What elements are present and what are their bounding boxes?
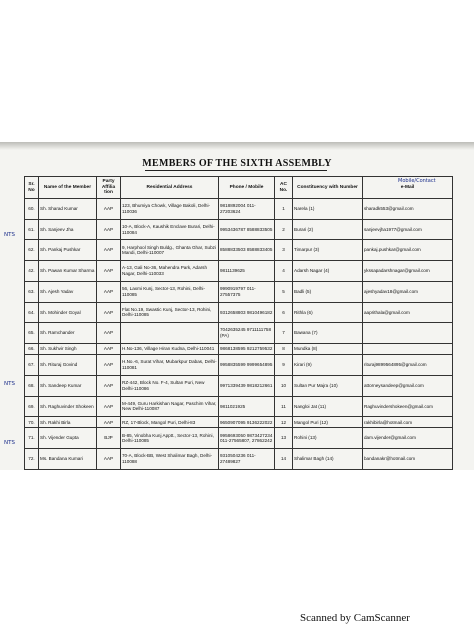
table-row (25, 396, 453, 417)
cell-no: 64. (25, 302, 39, 323)
table-row (25, 417, 453, 428)
cell-address: H.No-136, Village Hiran Kudna, Delhi-110041 (121, 343, 219, 354)
cell-address: Flat No.19, Swastic Kunj, Sector-13, Rohini, Delhi-110085 (121, 302, 219, 323)
cell-party: AAP (97, 240, 121, 261)
cell-name: Sh. Sukhvir Singh (39, 343, 97, 354)
cell-no: 65. (25, 323, 39, 344)
table-row (25, 428, 453, 449)
table-row (25, 355, 453, 376)
cell-email: aaprithala@gmail.com (363, 302, 453, 323)
cell-constituency: Mundka (8) (293, 343, 363, 354)
cell-phone: 9811021925 (219, 396, 275, 417)
cell-constituency: Shalimar Bagh (14) (293, 449, 363, 470)
cell-ac: 5 (275, 281, 293, 302)
table-row (25, 281, 453, 302)
cell-phone: 9818892004 011-27203624 (219, 199, 275, 220)
table-row (25, 199, 453, 220)
cell-ac: 4 (275, 261, 293, 282)
cell-constituency: Adarsh Nagar (4) (293, 261, 363, 282)
cell-name: Ms. Bandana Kumari (39, 449, 97, 470)
cell-party: AAP (97, 375, 121, 396)
col-header-phone: Phone / Mobile (219, 177, 275, 199)
cell-address: 56, Laxmi Kunj, Sector-13, Rohini, Delhi-110085 (121, 281, 219, 302)
cell-constituency: Rithla (6) (293, 302, 363, 323)
cell-party: AAP (97, 417, 121, 428)
table-row (25, 302, 453, 323)
col-header-sr-no: Sr. No (25, 177, 39, 199)
cell-address: B-85, Vinobha Kunj Apptt., Sector-13, Rohini, Delhi-110085 (121, 428, 219, 449)
col-header-constituency: Constituency with Number (293, 177, 363, 199)
cell-no: 71. (25, 428, 39, 449)
page-fold-shadow (0, 142, 474, 150)
cell-party: AAP (97, 323, 121, 344)
cell-email: rituraj9899564895@gmail.com (363, 355, 453, 376)
cell-constituency: Badli (5) (293, 281, 363, 302)
cell-address: A-13, Gali No-36, Mahendra Park, Adarsh Nagar, Delhi-110033 (121, 261, 219, 282)
col-header-ac-no: AC No. (275, 177, 293, 199)
handwritten-margin-note: NTS (4, 232, 15, 238)
cell-email (363, 343, 453, 354)
cell-party: BJP (97, 428, 121, 449)
cell-no: 42. (25, 261, 39, 282)
table-row (25, 261, 453, 282)
cell-phone: 9811139625 (219, 261, 275, 282)
cell-no: 67. (25, 355, 39, 376)
cell-constituency: Mangol Puri (12) (293, 417, 363, 428)
cell-party: AAP (97, 199, 121, 220)
cell-party: AAP (97, 302, 121, 323)
cell-no: 70. (25, 417, 39, 428)
cell-ac: 6 (275, 302, 293, 323)
cell-phone: 7042635245 9711111758 (PA) (219, 323, 275, 344)
col-header-email: e-Mail (363, 177, 453, 199)
cell-no: 66. (25, 343, 39, 354)
cell-ac: 8 (275, 343, 293, 354)
col-header-party: Party Affilia tion (97, 177, 121, 199)
table-row (25, 375, 453, 396)
cell-no: 61. (25, 219, 39, 240)
cell-party: AAP (97, 355, 121, 376)
cell-no: 68. (25, 375, 39, 396)
cell-party: AAP (97, 281, 121, 302)
cell-name: Sh. Rituraj Govind (39, 355, 97, 376)
cell-constituency: Burari (2) (293, 219, 363, 240)
cell-address: H.No.-6, Surat Vihar, Mubarkpur Dabas, Delhi-110081 (121, 355, 219, 376)
cell-phone: 9971339439 9818212661 (219, 375, 275, 396)
cell-name: Sh. Sharad Kumar (39, 199, 97, 220)
cell-constituency: Sultan Pur Majra (10) (293, 375, 363, 396)
cell-no: 60. (25, 199, 39, 220)
cell-address: RZ-442, Block No. F-4, Sultan Puri, New Delhi-110086 (121, 375, 219, 396)
cell-ac: 1 (275, 199, 293, 220)
cell-ac: 2 (275, 219, 293, 240)
cell-constituency: Rohini (13) (293, 428, 363, 449)
cell-name: Sh. Sandeep Kumar (39, 375, 97, 396)
cell-ac: 10 (275, 375, 293, 396)
cell-address (121, 323, 219, 344)
title-underline (145, 170, 327, 171)
cell-no: 69. (25, 396, 39, 417)
cell-phone: 9650907095 9136222022 (219, 417, 275, 428)
cell-phone: 9958835599 9999654895 (219, 355, 275, 376)
cell-no: 63. (25, 281, 39, 302)
handwritten-header-note: Mobile/Contact (398, 178, 436, 184)
cell-phone: 9958693050 9873427234 011-27565807, 27862242 (219, 428, 275, 449)
scanner-watermark: Scanned by CamScanner (300, 612, 410, 624)
cell-phone: 8588833503 8588833405 (219, 240, 275, 261)
handwritten-margin-note: NTS (4, 381, 15, 387)
cell-email: ajeshyadav18@gmail.com (363, 281, 453, 302)
cell-phone: 9990919797 011-27557375 (219, 281, 275, 302)
table-row (25, 240, 453, 261)
members-table (24, 176, 452, 470)
cell-name: Sh. Rakhi Birla (39, 417, 97, 428)
cell-party: AAP (97, 343, 121, 354)
cell-email: dam.vijender@gmail.com (363, 428, 453, 449)
cell-no: 72. (25, 449, 39, 470)
cell-email: bandanakr@hotmail.com (363, 449, 453, 470)
cell-ac: 13 (275, 428, 293, 449)
cell-email (363, 323, 453, 344)
cell-ac: 12 (275, 417, 293, 428)
cell-name: Sh. Vijender Gupta (39, 428, 97, 449)
cell-phone: 9312658803 9810496182 (219, 302, 275, 323)
cell-name: Sh. Pawan Kumar Sharma (39, 261, 97, 282)
cell-party: AAP (97, 219, 121, 240)
cell-no: 62. (25, 240, 39, 261)
cell-constituency: Nangloi Jat (11) (293, 396, 363, 417)
cell-party: AAP (97, 396, 121, 417)
cell-name: Sh. Ajesh Yadav (39, 281, 97, 302)
cell-email: Raghuvindershokeen@gmail.com (363, 396, 453, 417)
cell-email: attorneysandeep@gmail.com (363, 375, 453, 396)
cell-constituency: Bawana (7) (293, 323, 363, 344)
cell-ac: 9 (275, 355, 293, 376)
cell-address: M-449, Guru Harkishan Nagar, Paschim Vihar, New Delhi-110087 (121, 396, 219, 417)
cell-ac: 14 (275, 449, 293, 470)
cell-email: sharadk553@gmail.com (363, 199, 453, 220)
cell-name: Sh. Raghuvinder Shokeen (39, 396, 97, 417)
col-header-address: Residential Address (121, 177, 219, 199)
col-header-name: Name of the Member (39, 177, 97, 199)
table-row (25, 219, 453, 240)
cell-address: 9, Harphool Singh Buldg., Ghanta Ghar, Subzi Mandi, Delhi-110007 (121, 240, 219, 261)
table-row (25, 343, 453, 354)
table-header-row (25, 177, 453, 199)
page-title: MEMBERS OF THE SIXTH ASSEMBLY (142, 158, 332, 169)
cell-constituency: Narela (1) (293, 199, 363, 220)
table-row (25, 449, 453, 470)
cell-email: sanjeevjha1977@gmail.com (363, 219, 453, 240)
table-row (25, 323, 453, 344)
cell-name: Sh. Mohinder Goyal (39, 302, 97, 323)
bottom-blank-area (0, 470, 474, 632)
cell-name: Sh. Pankaj Pushkar (39, 240, 97, 261)
cell-address: 10-A, Block-A, Kaushik Enclave Burari, Delhi-110084 (121, 219, 219, 240)
cell-email: rakhibirla@hotmail.com (363, 417, 453, 428)
cell-address: 123, Bhumiya Chowk, Village Bakoli, Delhi-110036 (121, 199, 219, 220)
cell-ac: 3 (275, 240, 293, 261)
cell-ac: 7 (275, 323, 293, 344)
cell-phone: 9953436787 8588833505 (219, 219, 275, 240)
cell-email: ykssapadarshnagar@gmail.com (363, 261, 453, 282)
cell-constituency: Timarpur (3) (293, 240, 363, 261)
cell-address: 70-A, Block-BB, West Shalimar Bagh, Delhi-110088 (121, 449, 219, 470)
cell-address: RZ, 17-Block, Mangol Puri, Delhi-83 (121, 417, 219, 428)
cell-name: Sh. Ramchander (39, 323, 97, 344)
cell-phone: 9310504236 011-27489827 (219, 449, 275, 470)
top-blank-area (0, 0, 474, 142)
cell-constituency: Kirari (9) (293, 355, 363, 376)
cell-party: AAP (97, 449, 121, 470)
cell-ac: 11 (275, 396, 293, 417)
cell-phone: 9868138595 9212759532 (219, 343, 275, 354)
cell-name: Sh. Sanjeev Jha (39, 219, 97, 240)
cell-email: pankaj.pushkar@gmail.com (363, 240, 453, 261)
cell-party: AAP (97, 261, 121, 282)
handwritten-margin-note: NTS (4, 440, 15, 446)
